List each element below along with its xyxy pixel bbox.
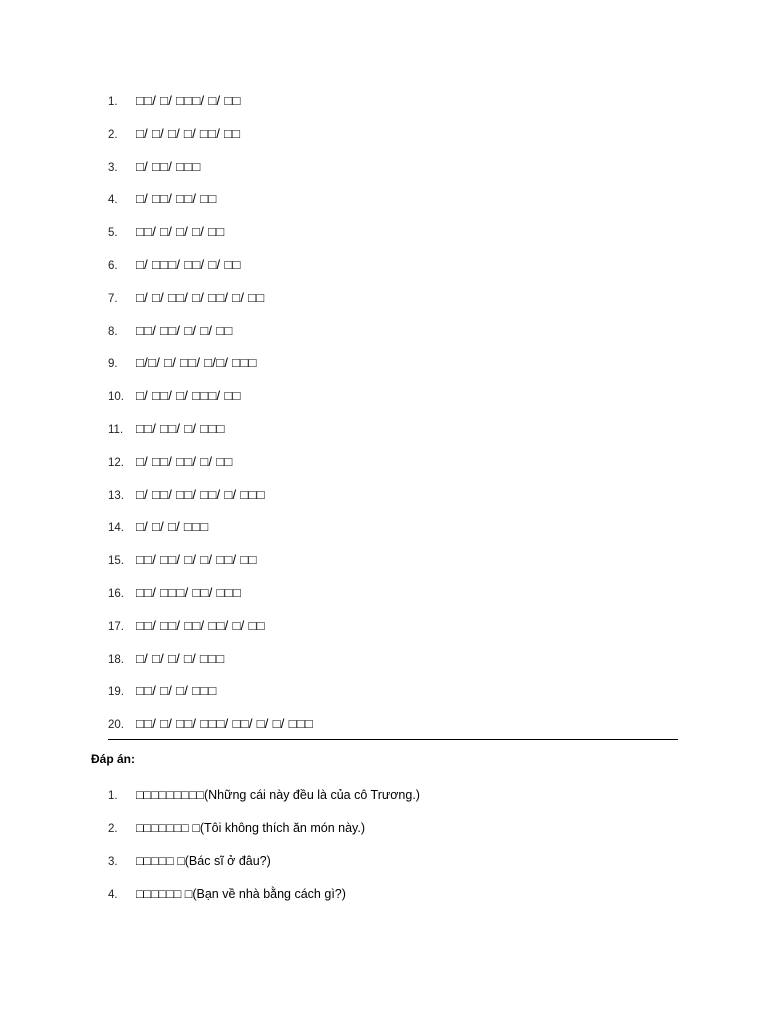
answer-text: □□□□□□□ □(Tôi không thích ăn món này.) (136, 821, 366, 835)
item-number: 17. (108, 620, 124, 633)
exercise-list (108, 90, 678, 740)
answer-list (108, 784, 668, 916)
item-number: 18. (108, 653, 124, 666)
list-item (108, 713, 678, 740)
list-item (108, 221, 678, 254)
list-item (108, 156, 678, 189)
item-text: □□/ □□/ □/ □/ □□/ □□ (136, 552, 257, 568)
answer-text: □□□□□□ □(Bạn về nhà bằng cách gì?) (136, 887, 346, 901)
item-number: 3. (108, 161, 118, 174)
list-item (108, 680, 678, 713)
item-text: □□/ □/ □/ □/ □□ (136, 224, 225, 240)
item-number: 14. (108, 522, 124, 535)
list-item (108, 784, 668, 817)
item-number: 19. (108, 686, 124, 699)
answer-text: □□□□□□□□□(Những cái này đều là của cô Trương.) (136, 788, 420, 802)
list-item (108, 188, 678, 221)
list-item (108, 418, 678, 451)
item-text: □/ □□/ □/ □□□/ □□ (136, 388, 241, 404)
list-item (108, 883, 668, 916)
item-text: □/ □/ □/ □/ □□□ (136, 650, 225, 666)
list-item (108, 352, 678, 385)
list-item (108, 850, 668, 883)
item-number: 7. (108, 292, 118, 305)
item-text: □/ □□/ □□/ □□ (136, 191, 217, 207)
item-number: 1. (108, 96, 118, 108)
item-text: □/ □□/ □□/ □/ □□ (136, 453, 233, 469)
item-number: 10. (108, 391, 124, 404)
item-text: □□/ □□/ □/ □/ □□ (136, 322, 233, 338)
item-number: 3. (108, 856, 118, 868)
list-item (108, 817, 668, 850)
item-number: 5. (108, 227, 118, 240)
item-number: 4. (108, 194, 118, 207)
item-text: □/ □□/ □□□ (136, 158, 201, 174)
item-text: □□/ □□□/ □□/ □□□ (136, 584, 241, 600)
item-text: □□/ □□/ □/ □□□ (136, 420, 225, 436)
list-item (108, 123, 678, 156)
item-number: 4. (108, 889, 118, 901)
list-item (108, 451, 678, 484)
item-text: □□/ □/ □/ □□□ (136, 683, 217, 699)
item-number: 12. (108, 456, 124, 469)
list-item (108, 385, 678, 418)
item-number: 11. (108, 423, 124, 436)
item-text: □/ □/ □□/ □/ □□/ □/ □□ (136, 289, 265, 305)
item-number: 9. (108, 358, 118, 371)
item-text: □/ □□/ □□/ □□/ □/ □□□ (136, 486, 265, 502)
list-item (108, 516, 678, 549)
item-number: 2. (108, 823, 118, 835)
list-item (108, 90, 678, 123)
list-item (108, 287, 678, 320)
list-item (108, 549, 678, 582)
item-number: 6. (108, 259, 118, 272)
item-text: □/ □□□/ □□/ □/ □□ (136, 256, 241, 272)
item-number: 13. (108, 489, 124, 502)
list-item (108, 615, 678, 648)
item-number: 8. (108, 325, 118, 338)
item-number: 16. (108, 587, 124, 600)
answer-heading: Đáp án: (91, 752, 136, 766)
item-text: □/ □/ □/ □□□ (136, 519, 209, 535)
item-text: □□/ □/ □□□/ □/ □□ (136, 93, 241, 108)
item-text: □□/ □□/ □□/ □□/ □/ □□ (136, 617, 265, 633)
item-number: 20. (108, 719, 124, 732)
item-text: □/□/ □/ □□/ □/□/ □□□ (136, 355, 257, 371)
list-item (108, 254, 678, 287)
item-number: 15. (108, 555, 124, 568)
item-text: □□/ □/ □□/ □□□/ □□/ □/ □/ □□□ (136, 716, 314, 732)
list-item (108, 320, 678, 353)
answer-text: □□□□□ □(Bác sĩ ở đâu?) (136, 854, 271, 868)
list-item (108, 484, 678, 517)
item-number: 2. (108, 128, 118, 141)
item-number: 1. (108, 790, 118, 802)
list-item (108, 648, 678, 681)
item-text: □/ □/ □/ □/ □□/ □□ (136, 125, 241, 141)
list-item (108, 582, 678, 615)
